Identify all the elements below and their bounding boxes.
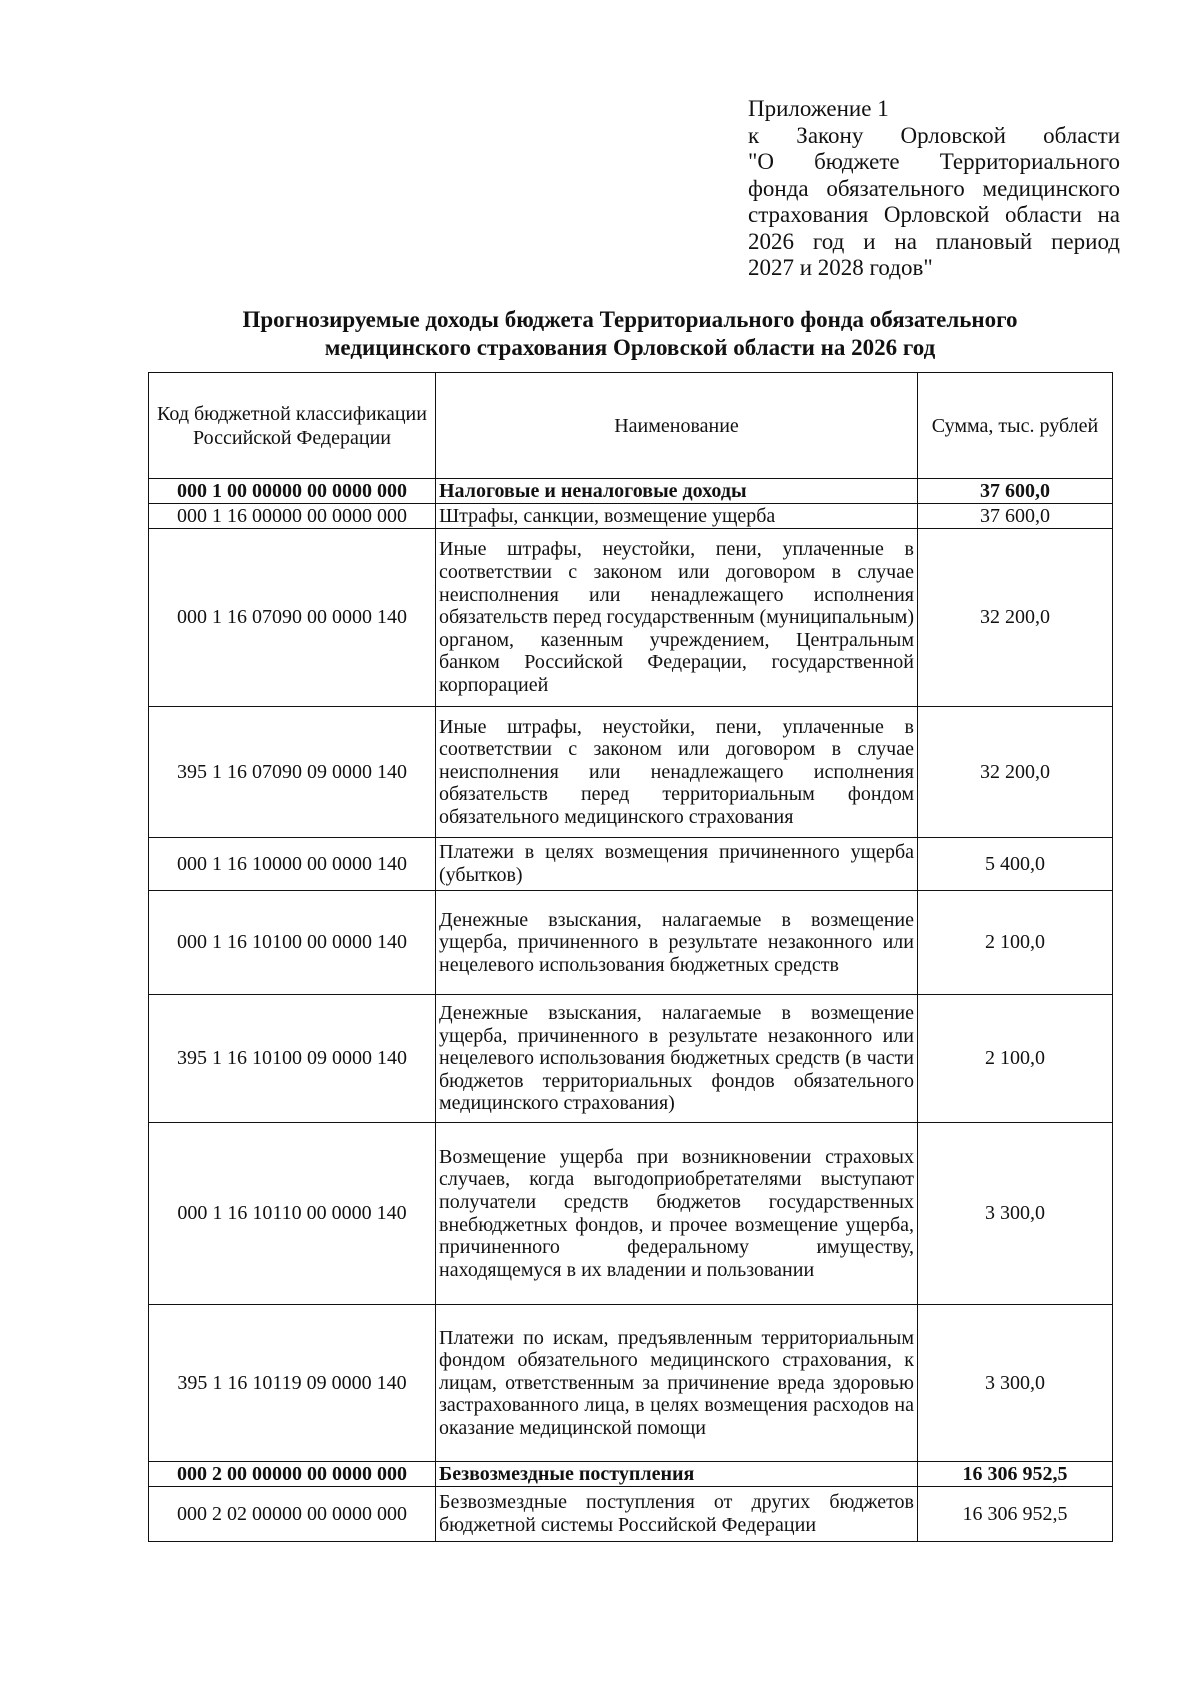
row-name: Денежные взыскания, налагаемые в возмещение ущерба, причиненного в результате незаконного или нецелевого использования бюджетных средств (в части бюджетов территориальных фондов обязательного медицинского страхования) bbox=[436, 995, 918, 1123]
row-amount: 32 200,0 bbox=[918, 529, 1113, 707]
row-code: 395 1 16 10119 09 0000 140 bbox=[149, 1305, 436, 1462]
row-code: 000 1 16 00000 00 0000 000 bbox=[149, 504, 436, 529]
row-amount: 2 100,0 bbox=[918, 995, 1113, 1123]
appendix-line: к Закону Орловской области bbox=[748, 122, 1120, 148]
appendix-line: "О бюджете Территориального bbox=[748, 149, 1120, 174]
row-name: Налоговые и неналоговые доходы bbox=[436, 479, 918, 504]
row-name: Платежи в целях возмещения причиненного ущерба (убытков) bbox=[436, 838, 918, 891]
row-name: Платежи по искам, предъявленным территориальным фондом обязательного медицинского страхования, к лицам, ответственным за причинение вреда здоровью застрахованного лица, в целях возмещения расходов на оказание медицинской помощи bbox=[436, 1305, 918, 1462]
row-code: 000 2 00 00000 00 0000 000 bbox=[149, 1462, 436, 1487]
row-code: 000 1 00 00000 00 0000 000 bbox=[149, 479, 436, 504]
row-amount: 3 300,0 bbox=[918, 1305, 1113, 1462]
row-code: 395 1 16 10100 09 0000 140 bbox=[149, 995, 436, 1123]
appendix-line: 2026 год и на плановый период bbox=[748, 228, 1120, 254]
row-amount: 37 600,0 bbox=[918, 479, 1113, 504]
table-row bbox=[149, 838, 1113, 891]
table-row bbox=[149, 479, 1113, 504]
document-title-line: медицинского страхования Орловской области на 2026 год bbox=[324, 335, 936, 360]
row-name: Иные штрафы, неустойки, пени, уплаченные в соответствии с законом или договором в случае неисполнения или ненадлежащего исполнения обязательств перед территориальным фондом обязательного медицинского страхования bbox=[436, 707, 918, 838]
table-header-row bbox=[149, 373, 1113, 479]
row-name: Штрафы, санкции, возмещение ущерба bbox=[436, 504, 918, 529]
row-amount: 37 600,0 bbox=[918, 504, 1113, 529]
row-name: Безвозмездные поступления от других бюджетов бюджетной системы Российской Федерации bbox=[436, 1487, 918, 1542]
row-amount: 5 400,0 bbox=[918, 838, 1113, 891]
appendix-line: 2027 и 2028 годов" bbox=[748, 255, 933, 280]
table-row bbox=[149, 529, 1113, 707]
row-name: Безвозмездные поступления bbox=[436, 1462, 918, 1487]
table-row bbox=[149, 995, 1113, 1123]
header-amount: Сумма, тыс. рублей bbox=[918, 373, 1113, 479]
row-name: Денежные взыскания, налагаемые в возмещение ущерба, причиненного в результате незаконного или нецелевого использования бюджетных средств bbox=[436, 891, 918, 995]
table-row bbox=[149, 1123, 1113, 1305]
table-row bbox=[149, 504, 1113, 529]
header-code: Код бюджетной классификации Российской Федерации bbox=[149, 373, 436, 479]
row-name: Иные штрафы, неустойки, пени, уплаченные в соответствии с законом или договором в случае неисполнения или ненадлежащего исполнения обязательств перед государственным (муниципальным) органом, казенным учреждением, Центральным банком Российской Федерации, государственной корпорацией bbox=[436, 529, 918, 707]
table-row bbox=[149, 1305, 1113, 1462]
row-name: Возмещение ущерба при возникновении страховых случаев, когда выгодоприобретателями выступают получатели средств бюджетов государственных внебюджетных фондов, и прочее возмещение ущерба, причиненного федеральному имуществу, находящемуся в их владении и пользовании bbox=[436, 1123, 918, 1305]
row-amount: 16 306 952,5 bbox=[918, 1487, 1113, 1542]
appendix-line: Приложение 1 bbox=[748, 96, 889, 121]
row-amount: 3 300,0 bbox=[918, 1123, 1113, 1305]
row-code: 000 1 16 10000 00 0000 140 bbox=[149, 838, 436, 891]
revenue-table bbox=[148, 372, 1113, 1542]
table-row bbox=[149, 1487, 1113, 1542]
document-title-line: Прогнозируемые доходы бюджета Территориального фонда обязательного bbox=[242, 307, 1018, 332]
row-amount: 2 100,0 bbox=[918, 891, 1113, 995]
appendix-note bbox=[748, 96, 1120, 282]
row-code: 395 1 16 07090 09 0000 140 bbox=[149, 707, 436, 838]
row-code: 000 1 16 10110 00 0000 140 bbox=[149, 1123, 436, 1305]
appendix-line: страхования Орловской области на bbox=[748, 202, 1120, 227]
header-name: Наименование bbox=[436, 373, 918, 479]
appendix-line: фонда обязательного медицинского bbox=[748, 175, 1120, 201]
row-code: 000 1 16 07090 00 0000 140 bbox=[149, 529, 436, 707]
row-code: 000 1 16 10100 00 0000 140 bbox=[149, 891, 436, 995]
row-code: 000 2 02 00000 00 0000 000 bbox=[149, 1487, 436, 1542]
table-row bbox=[149, 891, 1113, 995]
row-amount: 32 200,0 bbox=[918, 707, 1113, 838]
row-amount: 16 306 952,5 bbox=[918, 1462, 1113, 1487]
table-row bbox=[149, 707, 1113, 838]
table-row bbox=[149, 1462, 1113, 1487]
document-title bbox=[150, 306, 1110, 362]
